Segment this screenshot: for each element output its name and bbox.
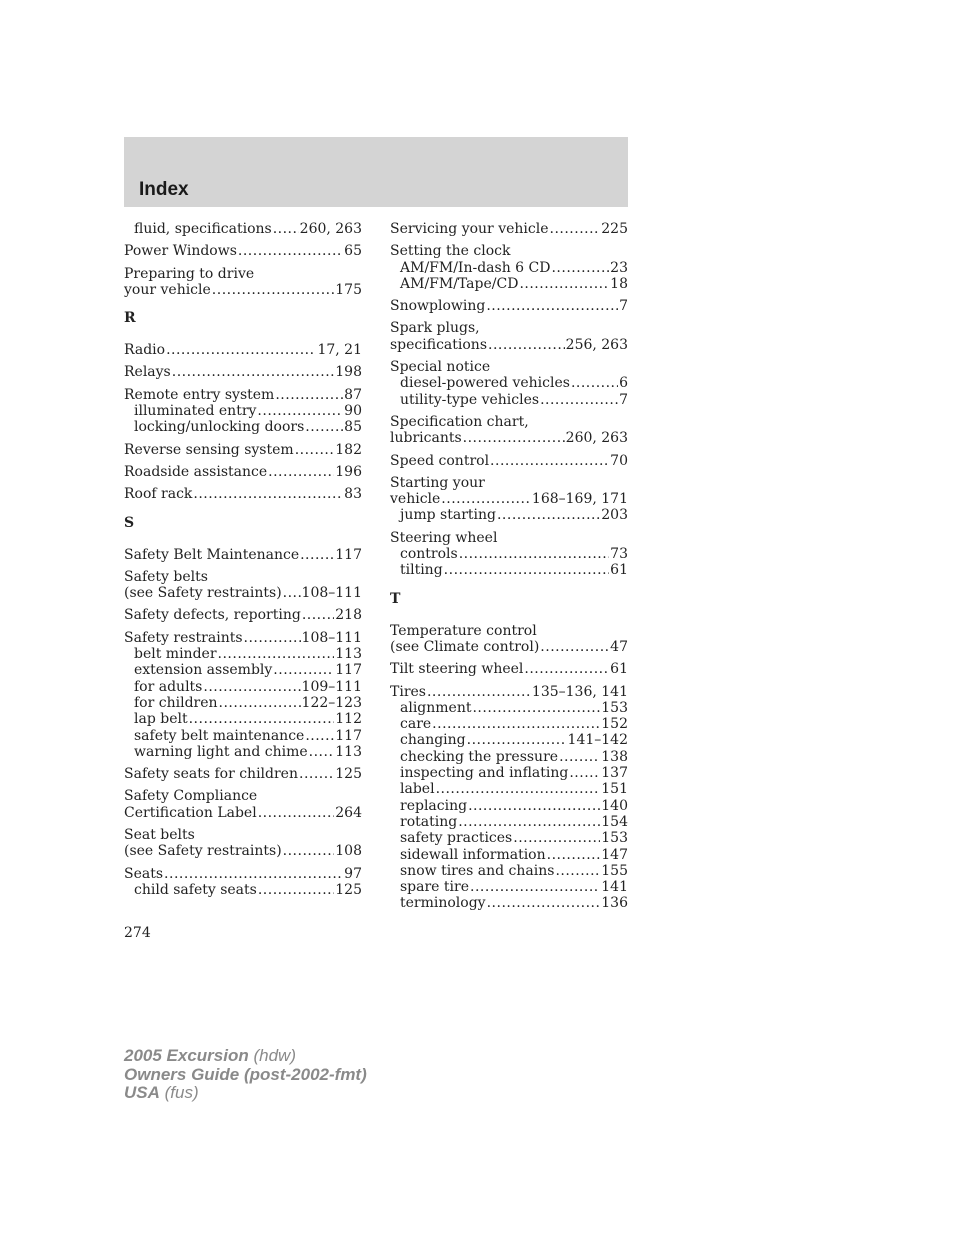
index-entry (124, 342, 362, 358)
dot-leader (244, 630, 301, 646)
entry-page-ref: 152 (601, 716, 628, 733)
index-entry-line (124, 486, 362, 502)
entry-label: Special notice (390, 359, 491, 376)
entry-label: label (400, 781, 435, 798)
index-subentry-line (390, 700, 628, 716)
index-subentry-line (390, 765, 628, 781)
entry-page-ref: 198 (335, 364, 362, 381)
dot-leader (427, 684, 531, 700)
dot-leader (468, 798, 600, 814)
dot-leader (470, 879, 600, 895)
dot-leader (273, 662, 334, 678)
dot-leader (555, 863, 600, 879)
dot-leader (166, 342, 316, 358)
dot-leader (218, 646, 335, 662)
entry-label: Steering wheel (390, 529, 498, 546)
index-subentry-line (390, 732, 628, 748)
footer-line-2: Owners Guide (post-2002-fmt) (124, 1064, 367, 1084)
index-entry (124, 266, 362, 299)
entry-page-ref: 137 (601, 765, 628, 782)
entry-label: inspecting and inflating (400, 765, 569, 782)
entry-label: Preparing to drive (124, 265, 255, 282)
index-subentry-line (124, 221, 362, 237)
entry-label: locking/unlocking doors (134, 419, 305, 436)
dot-leader (257, 403, 343, 419)
dot-leader (547, 847, 601, 863)
entry-page-ref: 108 (335, 843, 362, 860)
dot-leader (305, 728, 334, 744)
index-entry (390, 684, 628, 912)
index-entry (124, 630, 362, 760)
entry-label: Setting the clock (390, 243, 511, 260)
entry-label: safety belt maintenance (134, 727, 305, 744)
header-band (124, 137, 628, 207)
entry-page-ref: 140 (601, 797, 628, 814)
entry-page-ref: 155 (601, 862, 628, 879)
entry-page-ref: 90 (344, 403, 362, 420)
dot-leader (441, 491, 531, 507)
dot-leader (309, 744, 335, 760)
index-subentry-line (124, 662, 362, 678)
entry-page-ref: 141–142 (567, 732, 628, 749)
index-entry (124, 547, 362, 563)
index-subentry-line (390, 562, 628, 578)
index-subentry-line (390, 276, 628, 292)
dot-leader (486, 298, 618, 314)
entry-label: Reverse sensing system (124, 441, 294, 458)
entry-page-ref: 47 (610, 638, 628, 655)
entry-page-ref: 153 (601, 830, 628, 847)
index-entry-line (390, 453, 628, 469)
index-subentry-line (390, 260, 628, 276)
entry-page-ref: 117 (335, 727, 362, 744)
index-subentry-line (124, 679, 362, 695)
entry-page-ref: 65 (344, 243, 362, 260)
index-entry-line (124, 827, 362, 843)
dot-leader (283, 843, 335, 859)
index-entry-line (124, 342, 362, 358)
index-entry-line (124, 585, 362, 601)
entry-label: fluid, specifications (134, 221, 272, 237)
entry-page-ref: 87 (344, 386, 362, 403)
entry-page-ref: 112 (335, 711, 362, 728)
dot-leader (513, 830, 600, 846)
entry-page-ref: 85 (344, 419, 362, 436)
page-title: Index (139, 179, 189, 200)
entry-page-ref: 113 (335, 743, 362, 760)
index-entry-line (390, 684, 628, 700)
dot-leader (299, 766, 334, 782)
footer-line-3: USA (fus) (124, 1083, 199, 1102)
index-subentry-line (390, 507, 628, 523)
dot-leader (219, 695, 301, 711)
index-entry (124, 866, 362, 899)
entry-page-ref: 260, 263 (299, 221, 362, 237)
dot-leader (540, 392, 618, 408)
entry-label: replacing (400, 797, 468, 814)
entry-label: Power Windows (124, 243, 237, 260)
index-entry-line (124, 630, 362, 646)
entry-label: checking the pressure (400, 748, 559, 765)
index-entry (390, 475, 628, 524)
entry-label: jump starting (400, 507, 496, 524)
entry-page-ref: 108–111 (301, 629, 362, 646)
entry-label: for adults (134, 678, 203, 695)
entry-label: changing (400, 732, 466, 749)
dot-leader (436, 781, 601, 797)
index-entry-line (124, 364, 362, 380)
index-entry-line (390, 359, 628, 375)
entry-label: Safety defects, reporting (124, 607, 301, 624)
index-entry (124, 607, 362, 623)
entry-page-ref: 113 (335, 646, 362, 663)
entry-page-ref: 108–111 (301, 585, 362, 602)
dot-leader (212, 282, 334, 298)
dot-leader (540, 639, 609, 655)
entry-label: Relays (124, 364, 171, 381)
entry-label: Certification Label (124, 804, 257, 821)
entry-page-ref: 138 (601, 748, 628, 765)
entry-page-ref: 218 (335, 607, 362, 624)
dot-leader (189, 711, 335, 727)
index-entry (124, 766, 362, 782)
entry-label: terminology (400, 895, 486, 912)
index-subentry-line (390, 830, 628, 846)
index-subentry-line (390, 798, 628, 814)
entry-label: illuminated entry (134, 403, 257, 420)
index-entry-line (124, 569, 362, 585)
index-entry-line (390, 639, 628, 655)
entry-page-ref: 225 (601, 221, 628, 237)
entry-label: for children (134, 694, 218, 711)
index-entry-line (124, 843, 362, 859)
index-entry (390, 661, 628, 677)
index-entry (124, 221, 362, 237)
index-entry-line (124, 788, 362, 804)
dot-leader (519, 276, 609, 292)
index-entry-line (390, 661, 628, 677)
index-entry (124, 827, 362, 860)
index-entry (390, 623, 628, 656)
index-subentry-line (124, 403, 362, 419)
entry-label: sidewall information (400, 846, 546, 863)
entry-label: spare tire (400, 879, 470, 896)
entry-label: vehicle (390, 491, 441, 508)
entry-label: specifications (390, 336, 488, 353)
dot-leader (559, 749, 600, 765)
entry-label: Safety seats for children (124, 766, 298, 783)
dot-leader (305, 419, 343, 435)
dot-leader (497, 507, 600, 523)
entry-page-ref: 175 (335, 281, 362, 298)
dot-leader (273, 221, 299, 237)
index-subentry-line (390, 879, 628, 895)
entry-page-ref: 136 (601, 895, 628, 912)
index-entry (124, 486, 362, 502)
index-entry (124, 364, 362, 380)
entry-label: safety practices (400, 830, 513, 847)
entry-label: Roadside assistance (124, 463, 268, 480)
entry-label: child safety seats (134, 881, 257, 898)
entry-page-ref: 23 (610, 259, 628, 276)
index-entry-line (390, 491, 628, 507)
entry-label: Safety Belt Maintenance (124, 546, 300, 563)
entry-label: Radio (124, 342, 166, 359)
dot-leader (432, 716, 600, 732)
index-entry-line (390, 337, 628, 353)
index-subentry-line (390, 749, 628, 765)
entry-label: Starting your (390, 474, 485, 491)
index-entry-line (124, 243, 362, 259)
entry-label: AM/FM/In-dash 6 CD (400, 259, 551, 276)
dot-leader (275, 387, 343, 403)
index-subentry-line (124, 728, 362, 744)
entry-label: care (400, 716, 432, 733)
entry-label: (see Safety restraints) (124, 843, 282, 860)
entry-label: your vehicle (124, 281, 211, 298)
index-subentry-line (124, 419, 362, 435)
dot-leader (302, 607, 334, 623)
dot-leader (258, 805, 335, 821)
index-subentry-line (390, 392, 628, 408)
dot-leader (444, 562, 610, 578)
entry-page-ref: 18 (610, 275, 628, 292)
footer-line-1: 2005 Excursion (hdw) (124, 1046, 296, 1065)
entry-page-ref: 70 (610, 452, 628, 469)
dot-leader (268, 464, 334, 480)
index-entry (124, 788, 362, 821)
index-subentry-line (124, 695, 362, 711)
index-subentry-line (390, 847, 628, 863)
entry-label: lubricants (390, 430, 462, 447)
entry-label: extension assembly (134, 662, 273, 679)
dot-leader (487, 895, 601, 911)
dot-leader (164, 866, 343, 882)
index-entry (390, 298, 628, 314)
entry-page-ref: 73 (610, 546, 628, 563)
footer (124, 1047, 367, 1103)
index-subentry-line (390, 716, 628, 732)
entry-label: controls (400, 546, 458, 563)
entry-label: belt minder (134, 646, 217, 663)
index-entry-line (124, 442, 362, 458)
entry-page-ref: 61 (610, 562, 628, 579)
index-subentry-line (124, 882, 362, 898)
dot-leader (300, 547, 334, 563)
index-entry-line (390, 243, 628, 259)
index-entry (390, 221, 628, 237)
entry-page-ref: 125 (335, 881, 362, 898)
index-subentry-line (124, 711, 362, 727)
entry-label: snow tires and chains (400, 862, 555, 879)
index-entry-line (390, 475, 628, 491)
entry-label: Temperature control (390, 622, 537, 639)
entry-label: tilting (400, 562, 443, 579)
index-entry-line (390, 298, 628, 314)
entry-label: Servicing your vehicle (390, 221, 549, 237)
dot-leader (172, 364, 335, 380)
entry-page-ref: 182 (335, 441, 362, 458)
index-section-letter: T (390, 590, 401, 607)
dot-leader (472, 700, 600, 716)
index-entry (124, 569, 362, 602)
entry-label: Safety belts (124, 568, 208, 585)
index-section-letter: R (124, 310, 136, 327)
dot-leader (258, 882, 334, 898)
entry-page-ref: 260, 263 (565, 430, 628, 447)
entry-page-ref: 97 (344, 865, 362, 882)
index-entry-line (124, 266, 362, 282)
dot-leader (490, 453, 609, 469)
entry-label: Seats (124, 865, 164, 882)
entry-label: (see Climate control) (390, 638, 540, 655)
index-subentry-line (390, 863, 628, 879)
index-entry-line (124, 766, 362, 782)
index-entry (390, 320, 628, 353)
entry-label: Seat belts (124, 827, 195, 844)
index-entry-line (124, 805, 362, 821)
index-section-letter: S (124, 514, 135, 531)
entry-page-ref: 7 (619, 391, 628, 408)
index-entry (390, 453, 628, 469)
index-subentry-line (390, 814, 628, 830)
entry-label: utility-type vehicles (400, 391, 540, 408)
index-entry (390, 530, 628, 579)
dot-leader (295, 442, 335, 458)
entry-label: lap belt (134, 711, 188, 728)
entry-label: Roof rack (124, 486, 193, 503)
index-entry-line (390, 221, 628, 237)
entry-label: Snowplowing (390, 298, 486, 315)
entry-page-ref: 135–136, 141 (531, 683, 628, 700)
entry-page-ref: 264 (335, 804, 362, 821)
entry-label: warning light and chime (134, 743, 308, 760)
dot-leader (488, 337, 565, 353)
index-entry (390, 243, 628, 292)
index-entry (390, 414, 628, 447)
index-subentry-line (390, 895, 628, 911)
entry-label: alignment (400, 699, 472, 716)
index-entry-line (124, 866, 362, 882)
index-subentry-line (390, 546, 628, 562)
entry-page-ref: 83 (344, 486, 362, 503)
index-entry-line (124, 547, 362, 563)
entry-page-ref: 203 (601, 507, 628, 524)
entry-label: Specification chart, (390, 413, 529, 430)
entry-page-ref: 153 (601, 699, 628, 716)
entry-page-ref: 122–123 (301, 694, 362, 711)
index-column-right (390, 221, 628, 918)
index-column-left (124, 221, 362, 904)
entry-page-ref: 141 (601, 879, 628, 896)
entry-label: (see Safety restraints) (124, 585, 282, 602)
index-subentry-line (390, 375, 628, 391)
entry-label: Safety Compliance (124, 788, 258, 805)
entry-page-ref: 61 (610, 661, 628, 678)
entry-label: rotating (400, 813, 458, 830)
entry-page-ref: 151 (601, 781, 628, 798)
entry-page-ref: 125 (335, 766, 362, 783)
entry-label: Safety restraints (124, 629, 243, 646)
dot-leader (203, 679, 300, 695)
index-subentry-line (390, 781, 628, 797)
entry-label: diesel-powered vehicles (400, 375, 570, 392)
index-entry-line (124, 387, 362, 403)
dot-leader (524, 661, 609, 677)
dot-leader (193, 486, 343, 502)
dot-leader (569, 765, 600, 781)
page-number: 274 (124, 925, 151, 941)
index-entry-line (124, 607, 362, 623)
index-entry-line (390, 623, 628, 639)
entry-label: Speed control (390, 452, 490, 469)
entry-page-ref: 17, 21 (317, 342, 362, 359)
index-entry-line (390, 414, 628, 430)
entry-label: Spark plugs, (390, 320, 480, 337)
index-entry (390, 359, 628, 408)
entry-label: Remote entry system (124, 386, 275, 403)
dot-leader (458, 814, 600, 830)
dot-leader (459, 546, 609, 562)
entry-page-ref: 117 (335, 546, 362, 563)
index-entry (124, 442, 362, 458)
entry-page-ref: 117 (335, 662, 362, 679)
dot-leader (550, 221, 601, 237)
dot-leader (467, 732, 567, 748)
index-entry-line (390, 320, 628, 336)
entry-page-ref: 109–111 (301, 678, 362, 695)
index-subentry-line (124, 646, 362, 662)
index-entry-line (124, 282, 362, 298)
dot-leader (551, 260, 609, 276)
entry-page-ref: 256, 263 (565, 336, 628, 353)
index-entry-line (390, 530, 628, 546)
dot-leader (283, 585, 301, 601)
entry-page-ref: 7 (619, 298, 628, 315)
entry-page-ref: 147 (601, 846, 628, 863)
entry-page-ref: 154 (601, 813, 628, 830)
index-entry (124, 464, 362, 480)
dot-leader (238, 243, 343, 259)
entry-page-ref: 6 (619, 375, 628, 392)
index-entry-line (390, 430, 628, 446)
entry-page-ref: 196 (335, 463, 362, 480)
index-entry (124, 243, 362, 259)
dot-leader (463, 430, 565, 446)
entry-page-ref: 168–169, 171 (531, 491, 628, 508)
index-entry (124, 387, 362, 436)
dot-leader (571, 375, 618, 391)
entry-label: AM/FM/Tape/CD (400, 275, 519, 292)
entry-label: Tires (390, 683, 426, 700)
entry-label: Tilt steering wheel (390, 661, 524, 678)
index-entry-line (124, 464, 362, 480)
index-subentry-line (124, 744, 362, 760)
